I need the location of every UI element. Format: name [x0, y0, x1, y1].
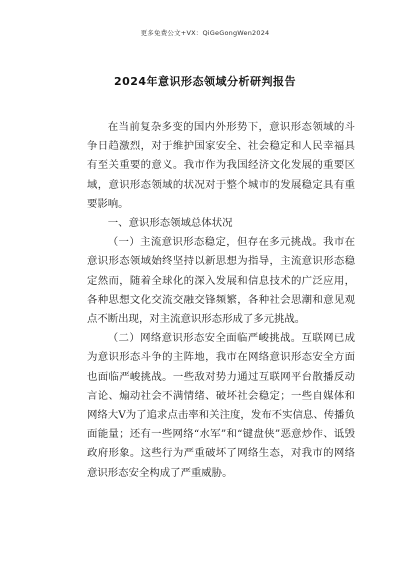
subsection-paragraph-2: （二）网络意识形态安全面临严峻挑战。互联网已成为意识形态斗争的主阵地，我市在网络意识形态安全方面也面临严峻挑战。一些敌对势力通过互联网平台散播反动言论、煽动社会不满情绪、破坏社会稳定；一些自媒体和网络大V为了追求点击率和关注度，发布不实信息、传播负面能量；还有一些网络“水军”和“键盘侠”恶意炒作、诋毁政府形象。这些行为严重破坏了网络生态，对我市的网络意识形态安全构成了严重威胁。	[87, 332, 355, 479]
document-body	[87, 118, 355, 483]
section-heading-1: 一、意识形态领域总体状况	[107, 217, 233, 230]
intro-paragraph: 在当前复杂多变的国内外形势下，意识形态领域的斗争日趋激烈，对于维护国家安全、社会稳定和人民幸福具有至关重要的意义。我市作为我国经济文化发展的重要区域，意识形态领域的状况对于整个城市的发展稳定具有重要影响。	[87, 121, 355, 210]
header-note: 更多免费公文+VX：QiGeGongWen2024	[140, 29, 270, 37]
document-title: 2024年意识形态领域分析研判报告	[113, 75, 297, 88]
subsection-paragraph-1: （一）主流意识形态稳定，但存在多元挑战。我市在意识形态领域始终坚持以新思想为指导，主流意识形态稳定然而，随着全球化的深入发展和信息技术的广泛应用，各种思想文化交流交融交锋频繁，各种社会思潮和意见观点不断出现，对主流意识形态形成了多元挑战。	[87, 236, 355, 326]
